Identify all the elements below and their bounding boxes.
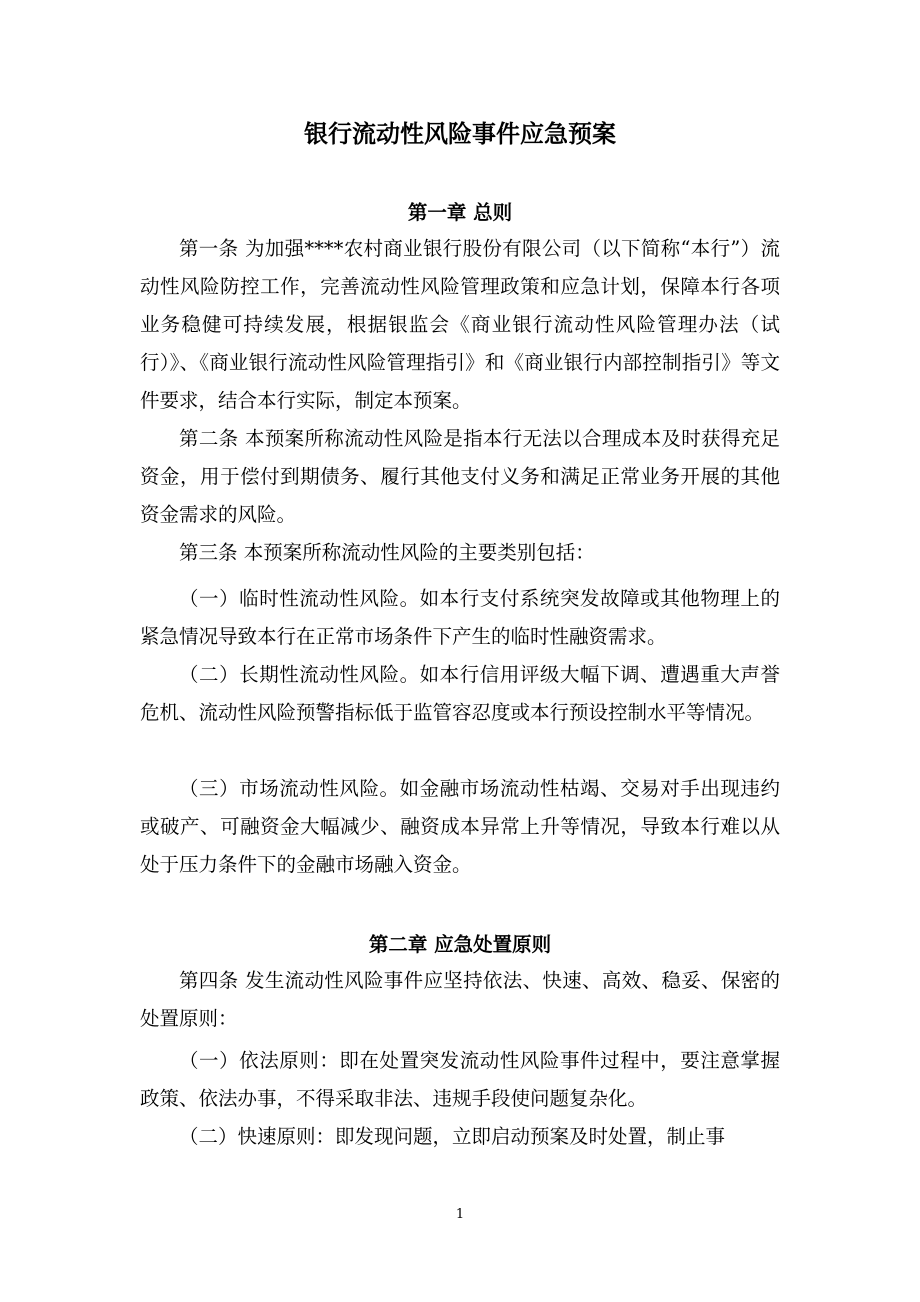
item-long-term-liquidity-risk: （二）长期性流动性风险。如本行信用评级大幅下调、遭遇重大声誉危机、流动性风险预警指标低于监管容忍度或本行预设控制水平等情况。 xyxy=(140,663,780,724)
document-title: 银行流动性风险事件应急预案 xyxy=(304,119,616,148)
article-4-paragraph: 第四条 发生流动性风险事件应坚持依法、快速、高效、稳妥、保密的处置原则： xyxy=(140,969,780,1030)
item-legal-principle: （一）依法原则：即在处置突发流动性风险事件过程中，要注意掌握政策、依法办事，不得采取非法、违规手段使问题复杂化。 xyxy=(140,1049,780,1110)
chapter-1-heading: 第一章 总则 xyxy=(407,201,513,224)
chapter-2-heading: 第二章 应急处置原则 xyxy=(368,933,552,956)
article-1-paragraph: 第一条 为加强****农村商业银行股份有限公司（以下简称“本行”）流动性风险防控工作，完善流动性风险管理政策和应急计划，保障本行各项业务稳健可持续发展，根据银监会《商业银行流动性风险管理办法（试行）》、《商业银行流动性风险管理指引》和《商业银行内部控制指引》等文件要求，结合本行实际，制定本预案。 xyxy=(140,237,780,412)
item-speed-principle: （二）快速原则：即发现问题，立即启动预案及时处置，制止事 xyxy=(179,1125,726,1148)
article-2-paragraph: 第二条 本预案所称流动性风险是指本行无法以合理成本及时获得充足资金，用于偿付到期债务、履行其他支付义务和满足正常业务开展的其他资金需求的风险。 xyxy=(140,427,780,526)
article-3-paragraph: 第三条 本预案所称流动性风险的主要类别包括： xyxy=(179,541,595,564)
item-temporary-liquidity-risk: （一）临时性流动性风险。如本行支付系统突发故障或其他物理上的紧急情况导致本行在正常市场条件下产生的临时性融资需求。 xyxy=(140,587,780,648)
item-market-liquidity-risk: （三）市场流动性风险。如金融市场流动性枯竭、交易对手出现违约或破产、可融资金大幅减少、融资成本异常上升等情况，导致本行难以从处于压力条件下的金融市场融入资金。 xyxy=(140,777,780,876)
page-number: 1 xyxy=(455,1207,465,1222)
